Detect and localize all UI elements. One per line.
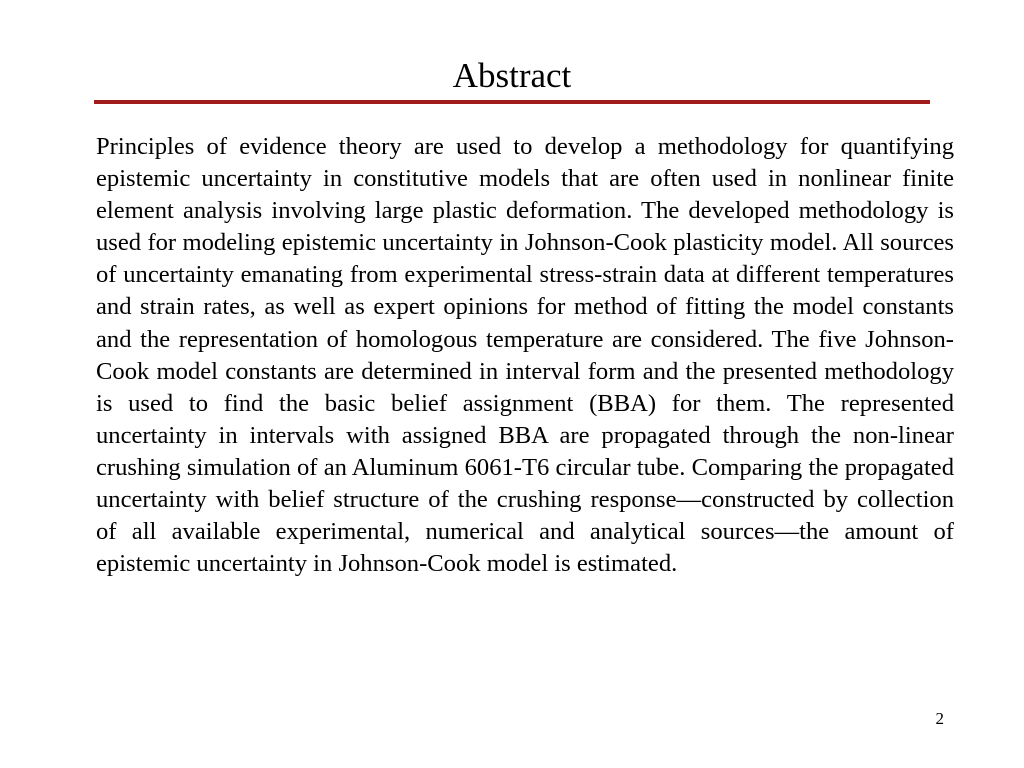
title-underline-rule [94,100,930,104]
slide-title: Abstract [452,56,572,95]
abstract-body-text: Principles of evidence theory are used to develop a methodology for quantifying epistemic uncertainty in constitutive models that are often used in nonlinear finite element analysis involving large plastic deformation. The developed methodology is used for modeling epistemic uncertainty in Johnson-Cook plasticity model. All sources of uncertainty emanating from experimental stress-strain data at different temperatures and strain rates, as well as expert opinions for method of fitting the model constants and the representation of homologous temperature are considered. The five Johnson-Cook model constants are determined in interval form and the presented methodology is used to find the basic belief assignment (BBA) for them. The represented uncertainty in intervals with assigned BBA are propagated through the non-linear crushing simulation of an Aluminum 6061-T6 circular tube. Comparing the propagated uncertainty with belief structure of the crushing response—constructed by collection of all available experimental, numerical and analytical sources—the amount of epistemic uncertainty in Johnson-Cook model is estimated. [96,133,954,578]
page-number: 2 [935,709,944,728]
